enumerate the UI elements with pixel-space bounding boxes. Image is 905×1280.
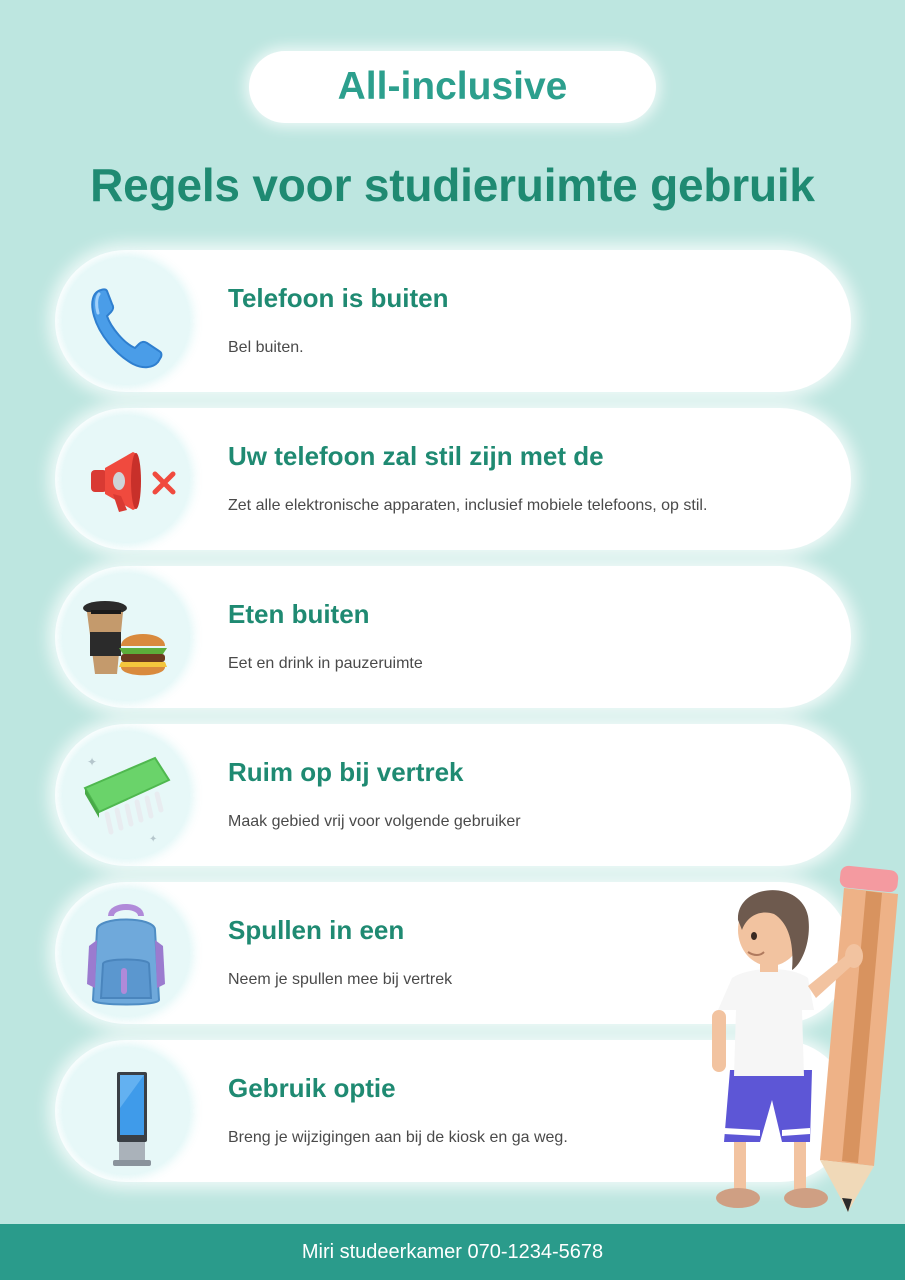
page-title: Regels voor studieruimte gebruik xyxy=(90,159,815,211)
rule-title: Eten buiten xyxy=(228,599,370,629)
footer-contact: Miri studeerkamer 070-1234-5678 xyxy=(0,1224,905,1280)
rule-title: Ruim op bij vertrek xyxy=(228,757,464,787)
rule-title: Gebruik optie xyxy=(228,1073,396,1103)
muted-megaphone-icon xyxy=(63,416,189,542)
coffee-burger-icon xyxy=(63,574,189,700)
rule-card-silent-phone xyxy=(55,408,851,550)
rule-title: Uw telefoon zal stil zijn met de xyxy=(228,441,604,471)
rule-description: Bel buiten. xyxy=(228,339,304,356)
header-badge: All-inclusive xyxy=(249,51,656,123)
rule-card-eat-outside xyxy=(55,566,851,708)
rule-title: Spullen in een xyxy=(228,915,405,945)
pencil-icon xyxy=(820,865,899,1212)
rule-description: Maak gebied vrij voor volgende gebruiker xyxy=(228,813,521,830)
student-with-pencil-illustration xyxy=(690,860,905,1224)
kiosk-icon xyxy=(63,1048,189,1174)
svg-text:✦: ✦ xyxy=(149,834,158,845)
rule-description: Neem je spullen mee bij vertrek xyxy=(228,971,453,988)
phone-icon xyxy=(63,258,189,384)
rule-description: Eet en drink in pauzeruimte xyxy=(228,655,423,672)
backpack-icon xyxy=(63,890,189,1016)
rule-title: Telefoon is buiten xyxy=(228,283,449,313)
rule-description: Zet alle elektronische apparaten, inclusief mobiele telefoons, op stil. xyxy=(228,497,708,514)
rule-card-phone-outside xyxy=(55,250,851,392)
rule-description: Breng je wijzigingen aan bij de kiosk en ga weg. xyxy=(228,1129,568,1146)
brush-icon xyxy=(63,732,189,858)
svg-text:✦: ✦ xyxy=(87,755,98,769)
rule-card-clean-up xyxy=(55,724,851,866)
